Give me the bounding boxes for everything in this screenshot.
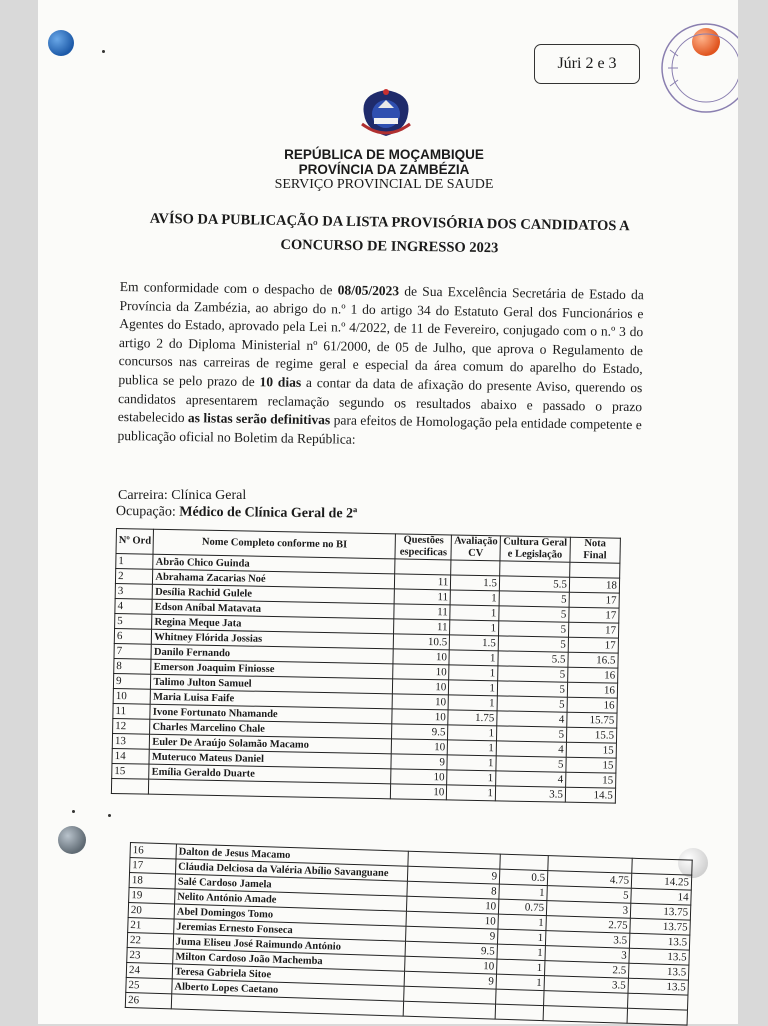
- cell-final: 14: [631, 888, 691, 905]
- cell-name: Charles Marcelino Chale: [150, 719, 392, 739]
- cell-questions: 9: [404, 971, 496, 989]
- cell-culture: 3.5: [544, 976, 628, 994]
- cell-name: Muteruco Mateus Daniel: [149, 749, 391, 769]
- cell-name: Abrahama Zacarias Noé: [153, 569, 395, 589]
- header-final: Nota Final: [570, 537, 620, 563]
- cell-cv: 1: [448, 695, 497, 711]
- cell-ord: 7: [114, 643, 152, 659]
- cell-cv: 1: [448, 725, 497, 741]
- cell-cv: 1: [447, 770, 496, 786]
- notice-title-line1: AVÍSO DA PUBLICAÇÃO DA LISTA PROVISÓRIA DOS CANDIDATOS A: [149, 210, 630, 235]
- mozambique-emblem-icon: [356, 84, 416, 140]
- cell-culture: 3: [546, 901, 630, 919]
- cell-final: 17: [568, 622, 618, 638]
- cell-ord: 9: [113, 673, 151, 689]
- cell-questions: 9: [407, 866, 499, 884]
- cell-cv: [496, 989, 544, 1006]
- cell-culture: [543, 1006, 627, 1024]
- cell-questions: 11: [394, 619, 450, 635]
- cell-final: 13.5: [629, 948, 689, 965]
- cell-cv: 1.5: [451, 575, 500, 591]
- cell-ord: 5: [115, 613, 153, 629]
- cell-questions: 10: [406, 896, 498, 914]
- cell-culture: 5: [499, 606, 569, 622]
- cell-final: 13.5: [629, 933, 689, 950]
- cell-culture: 5: [499, 591, 569, 607]
- cell-final: 17: [569, 592, 619, 608]
- cell-cv: 1: [499, 884, 547, 901]
- cell-final: 14.5: [565, 787, 615, 803]
- cell-questions: 10: [406, 911, 498, 929]
- body-text-2: de Sua Excelência Secretária de Estado da Província da Zambézia, ao abrigo do n.º 1 do artigo 34 do Estatuto Geral dos Funcionários e Agentes do Estado, aprovado pela Lei n.º 4/2022, de 11 de Fevereiro, conjugado com o n.º 3 do artigo 2 do Diploma Ministerial nº 61/2000, de 05 de Julho, que aprova o Regulamento de concursos nas carreiras de regime geral e especial da área comum do aparelho do Estado, publica se pelo prazo de: [118, 283, 644, 390]
- cell-ord: 15: [112, 763, 150, 779]
- cell-cv: 1: [497, 944, 545, 961]
- notice-title-line2: CONCURSO DE INGRESSO 2023: [280, 236, 499, 257]
- body-days: 10 dias: [259, 374, 302, 390]
- cell-cv: 1: [447, 785, 496, 801]
- cell-questions: 11: [394, 604, 450, 620]
- cell-name: Maria Luisa Faife: [150, 689, 392, 709]
- cell-questions: 10: [393, 649, 449, 665]
- header-culture: Cultura Geral e Legislação: [500, 536, 570, 562]
- cell-name: Juma Eliseu José Raimundo António: [173, 934, 405, 956]
- body-definitive: as listas serão definitivas: [187, 410, 331, 428]
- cell-name: Emília Geraldo Duarte: [149, 764, 391, 784]
- cell-questions: 10: [393, 664, 449, 680]
- cell-name: Abel Domingos Tomo: [174, 904, 406, 926]
- cell-name: Dalton de Jesus Macamo: [176, 844, 408, 866]
- blue-pushpin: [48, 30, 74, 56]
- cell-ord: 16: [130, 843, 176, 859]
- cell-ord: 18: [129, 873, 175, 889]
- cell-cv: 1: [450, 620, 499, 636]
- cell-name: Ivone Fortunato Nhamande: [150, 704, 392, 724]
- cell-questions: 11: [394, 589, 450, 605]
- cell-questions: 10: [392, 709, 448, 725]
- cell-ord: 24: [126, 962, 172, 978]
- cell-culture: 5: [498, 666, 568, 682]
- cell-cv: 1: [498, 914, 546, 931]
- cell-name: Jeremias Ernesto Fonseca: [174, 919, 406, 941]
- header-questions: Questões especificas: [395, 534, 451, 560]
- cell-ord: 8: [114, 658, 152, 674]
- cell-final: 16: [567, 682, 617, 698]
- cell-ord: 22: [127, 932, 173, 948]
- body-text-4: para efeitos de Homologação pela entidade competente e publicação oficial no Boletim da República:: [117, 412, 642, 447]
- cell-cv: 1.75: [448, 710, 497, 726]
- cell-cv: [451, 560, 500, 576]
- cell-culture: 5: [497, 696, 567, 712]
- candidates-table-1: [111, 528, 621, 804]
- cell-questions: 10: [393, 679, 449, 695]
- cell-name: Edson Aníbal Matavata: [152, 599, 394, 619]
- cell-cv: 1: [447, 755, 496, 771]
- cell-final: 14.25: [631, 873, 691, 890]
- cell-cv: [495, 1004, 543, 1021]
- cell-cv: 1.5: [450, 635, 499, 651]
- cell-final: 15.5: [566, 727, 616, 743]
- cell-name: Talimo Julton Samuel: [151, 674, 393, 694]
- cell-ord: [111, 778, 149, 794]
- cell-name: Euler De Araújo Solamão Macamo: [150, 734, 392, 754]
- cell-questions: 10: [391, 784, 447, 800]
- cell-name: Alberto Lopes Caetano: [172, 979, 404, 1001]
- cell-final: 17: [568, 637, 618, 653]
- cell-culture: 4: [496, 771, 566, 787]
- cell-questions: 9.5: [392, 724, 448, 740]
- cell-questions: 10: [392, 739, 448, 755]
- occupation-value: Médico de Clínica Geral de 2ª: [179, 504, 358, 522]
- cell-questions: 10.5: [394, 634, 450, 650]
- cell-final: [570, 562, 620, 578]
- cell-final: 16.5: [568, 652, 618, 668]
- cell-ord: 10: [113, 688, 151, 704]
- cell-final: 18: [569, 577, 619, 593]
- cell-cv: 1: [449, 680, 498, 696]
- body-date: 08/05/2023: [337, 282, 400, 299]
- cell-culture: 2.5: [545, 961, 629, 979]
- cell-ord: 26: [125, 992, 171, 1008]
- cell-culture: 5.5: [498, 651, 568, 667]
- cell-cv: 0.5: [499, 869, 547, 886]
- cell-final: 15: [566, 742, 616, 758]
- cell-ord: 6: [114, 628, 152, 644]
- cell-name: Salé Cardoso Jamela: [175, 874, 407, 896]
- table-body: [125, 843, 692, 1026]
- table-body: [111, 554, 619, 804]
- occupation-line: [116, 504, 358, 523]
- cell-cv: 0.75: [498, 899, 546, 916]
- cell-cv: 1: [450, 605, 499, 621]
- body-text-3: a contar da data de afixação do presente Aviso, querendo os candidatos apresentarem reclamação segundo os resultados abaixo e passado o prazo estabelecido: [117, 374, 643, 426]
- cell-ord: 20: [128, 902, 174, 918]
- cell-questions: [403, 1001, 495, 1019]
- cell-name: Abrão Chico Guinda: [153, 554, 395, 574]
- header-republic: REPÚBLICA DE MOÇAMBIQUE: [284, 147, 484, 162]
- cell-questions: 11: [395, 574, 451, 590]
- cell-questions: 8: [407, 881, 499, 899]
- cell-cv: 1: [449, 650, 498, 666]
- speck: [108, 814, 111, 817]
- cell-culture: 5: [498, 621, 568, 637]
- speck: [102, 50, 105, 53]
- cell-name: Whitney Flórida Jossias: [152, 629, 394, 649]
- gray-pushpin: [58, 826, 86, 854]
- cell-name: Regina Meque Jata: [152, 614, 394, 634]
- body-text-1: Em conformidade com o despacho de: [119, 278, 338, 298]
- cell-questions: 10: [405, 956, 497, 974]
- notice-body: [117, 278, 644, 454]
- cell-ord: 19: [129, 887, 175, 903]
- cell-ord: 17: [130, 858, 176, 874]
- cell-culture: 5: [498, 636, 568, 652]
- cell-final: 13.75: [630, 918, 690, 935]
- cell-ord: 25: [126, 977, 172, 993]
- cell-ord: 13: [112, 733, 150, 749]
- cell-name: Desília Rachid Gulele: [152, 584, 394, 604]
- speck: [72, 810, 75, 813]
- cell-name: Danilo Fernando: [151, 644, 393, 664]
- cell-questions: 9: [406, 926, 498, 944]
- cell-culture: 4.75: [547, 871, 631, 889]
- header-ord: Nº Ord: [116, 529, 154, 555]
- cell-culture: 2.75: [546, 916, 630, 934]
- cell-final: 16: [568, 667, 618, 683]
- cell-name: Nelito António Amade: [175, 889, 407, 911]
- official-stamp-icon: [648, 20, 738, 116]
- occupation-label: Ocupação:: [115, 504, 180, 520]
- cell-cv: 1: [449, 665, 498, 681]
- cell-culture: [500, 561, 570, 577]
- cell-culture: 5.5: [499, 576, 569, 592]
- cell-final: 17: [569, 607, 619, 623]
- cell-final: [627, 1008, 687, 1025]
- cell-ord: 11: [113, 703, 151, 719]
- cell-cv: 1: [496, 974, 544, 991]
- cell-final: 15: [566, 772, 616, 788]
- cell-culture: 4: [496, 741, 566, 757]
- cell-ord: 14: [112, 748, 150, 764]
- cell-cv: 1: [448, 740, 497, 756]
- cell-name: Milton Cardoso João Machemba: [173, 949, 405, 971]
- header-province: PROVÍNCIA DA ZAMBÉZIA: [298, 162, 470, 177]
- cell-culture: 4: [497, 711, 567, 727]
- cell-final: 15: [566, 757, 616, 773]
- cell-name: Cláudia Delciosa da Valéria Abílio Savanguane: [176, 859, 408, 881]
- cell-cv: 1: [497, 959, 545, 976]
- cell-name: Emerson Joaquim Finiosse: [151, 659, 393, 679]
- cell-questions: 10: [391, 769, 447, 785]
- cell-culture: 5: [496, 756, 566, 772]
- cell-final: 13.5: [628, 963, 688, 980]
- cell-culture: 3.5: [495, 786, 565, 802]
- cell-ord: 12: [113, 718, 151, 734]
- cell-cv: 1: [450, 590, 499, 606]
- cell-culture: 3: [545, 946, 629, 964]
- cell-final: 13.75: [630, 903, 690, 920]
- candidates-table-2: [125, 842, 693, 1026]
- cell-cv: 1: [497, 929, 545, 946]
- cell-final: 15.75: [567, 712, 617, 728]
- cell-ord: 1: [116, 554, 154, 570]
- cell-cv: [500, 854, 548, 871]
- cell-ord: 4: [115, 598, 153, 614]
- header-cv: Avaliação CV: [451, 535, 500, 561]
- cell-ord: 21: [128, 917, 174, 933]
- cell-culture: 5: [497, 681, 567, 697]
- cell-questions: 9: [391, 754, 447, 770]
- jury-label-box: Júri 2 e 3: [534, 44, 640, 84]
- cell-name: Teresa Gabriela Sitoe: [172, 964, 404, 986]
- cell-questions: 9.5: [405, 941, 497, 959]
- cell-ord: 2: [115, 569, 153, 585]
- cell-questions: 10: [392, 694, 448, 710]
- cell-final: 16: [567, 697, 617, 713]
- cell-culture: 5: [547, 886, 631, 904]
- cell-culture: 3.5: [545, 931, 629, 949]
- header-name: Nome Completo conforme no BI: [153, 529, 395, 559]
- notice-title: [99, 206, 680, 263]
- cell-culture: 5: [496, 726, 566, 742]
- cell-final: 13.5: [628, 978, 688, 995]
- cell-questions: [395, 559, 451, 575]
- cell-ord: 23: [127, 947, 173, 963]
- header-service: SERVIÇO PROVINCIAL DE SAUDE: [274, 177, 494, 192]
- cell-ord: 3: [115, 583, 153, 599]
- career-label: Carreira: Clínica Geral: [118, 488, 247, 503]
